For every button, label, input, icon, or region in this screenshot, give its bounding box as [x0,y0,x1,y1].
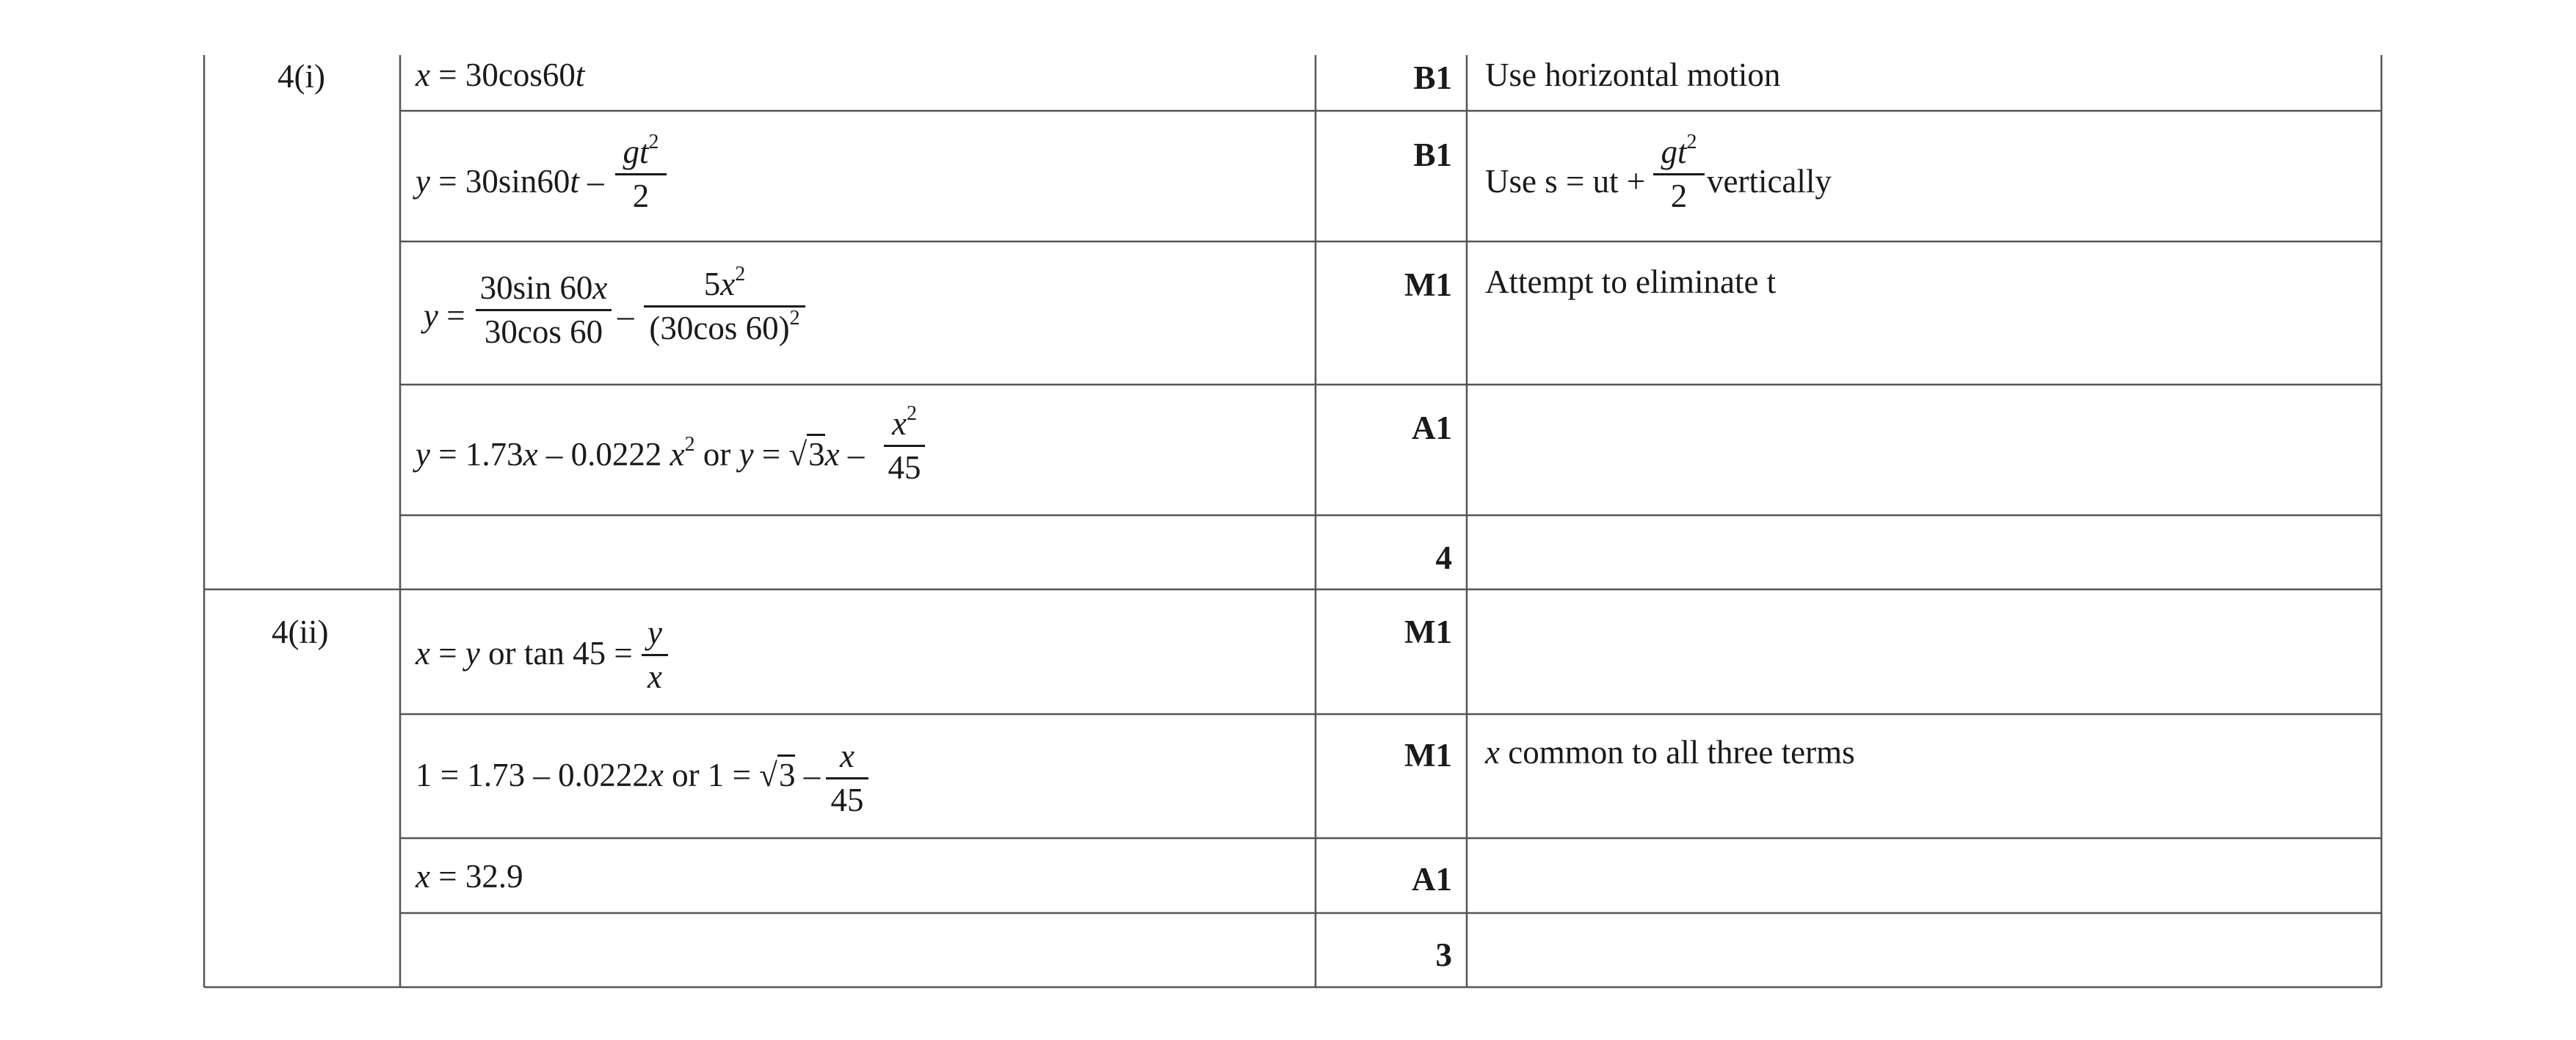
mark-total: 4 [1435,539,1452,576]
mark-code: B1 [1413,137,1452,173]
mark-code: A1 [1412,410,1452,446]
guidance-cell: x common to all three terms [1485,734,1855,771]
mark-code: M1 [1404,737,1452,774]
guidance-cell: Use s = ut + [1485,163,1646,200]
mark-code: M1 [1404,266,1452,303]
fraction: $x^2$ 45 [884,407,925,484]
guidance-cell: Use horizontal motion [1485,57,1781,93]
answer-cell: x = 32.9 [416,858,523,895]
question-number: 4(ii) [272,614,329,650]
answer-cell: y = 30sin60t – [416,163,604,200]
mark-code: B1 [1413,59,1452,96]
fraction: y x [642,617,668,694]
question-number: 4(i) [277,58,325,95]
fraction: x 45 [826,740,868,817]
answer-cell: y = [424,297,465,334]
answer-cell: y = 1.73x – 0.0222 $x^2$ or y = √3x – [416,433,865,473]
mark-code: M1 [1404,614,1452,650]
fraction: $5x^2$ (30cos 60)$^2$ [644,268,805,345]
minus-sign: – [617,297,634,334]
guidance-cell-suffix: vertically [1707,163,1832,200]
answer-cell: x = 30cos60t [416,57,585,93]
fraction: $gt^2$ 2 [1653,136,1705,213]
answer-cell: x = y or tan 45 = [416,635,633,672]
mark-total: 3 [1435,937,1452,973]
fraction: $gt^2$ 2 [615,136,667,213]
mark-code: A1 [1412,861,1452,898]
guidance-cell: Attempt to eliminate t [1485,263,1777,300]
fraction: 30sin 60x 30cos 60 [476,272,612,349]
answer-cell: 1 = 1.73 – 0.0222x or 1 = √3 – [416,759,820,792]
